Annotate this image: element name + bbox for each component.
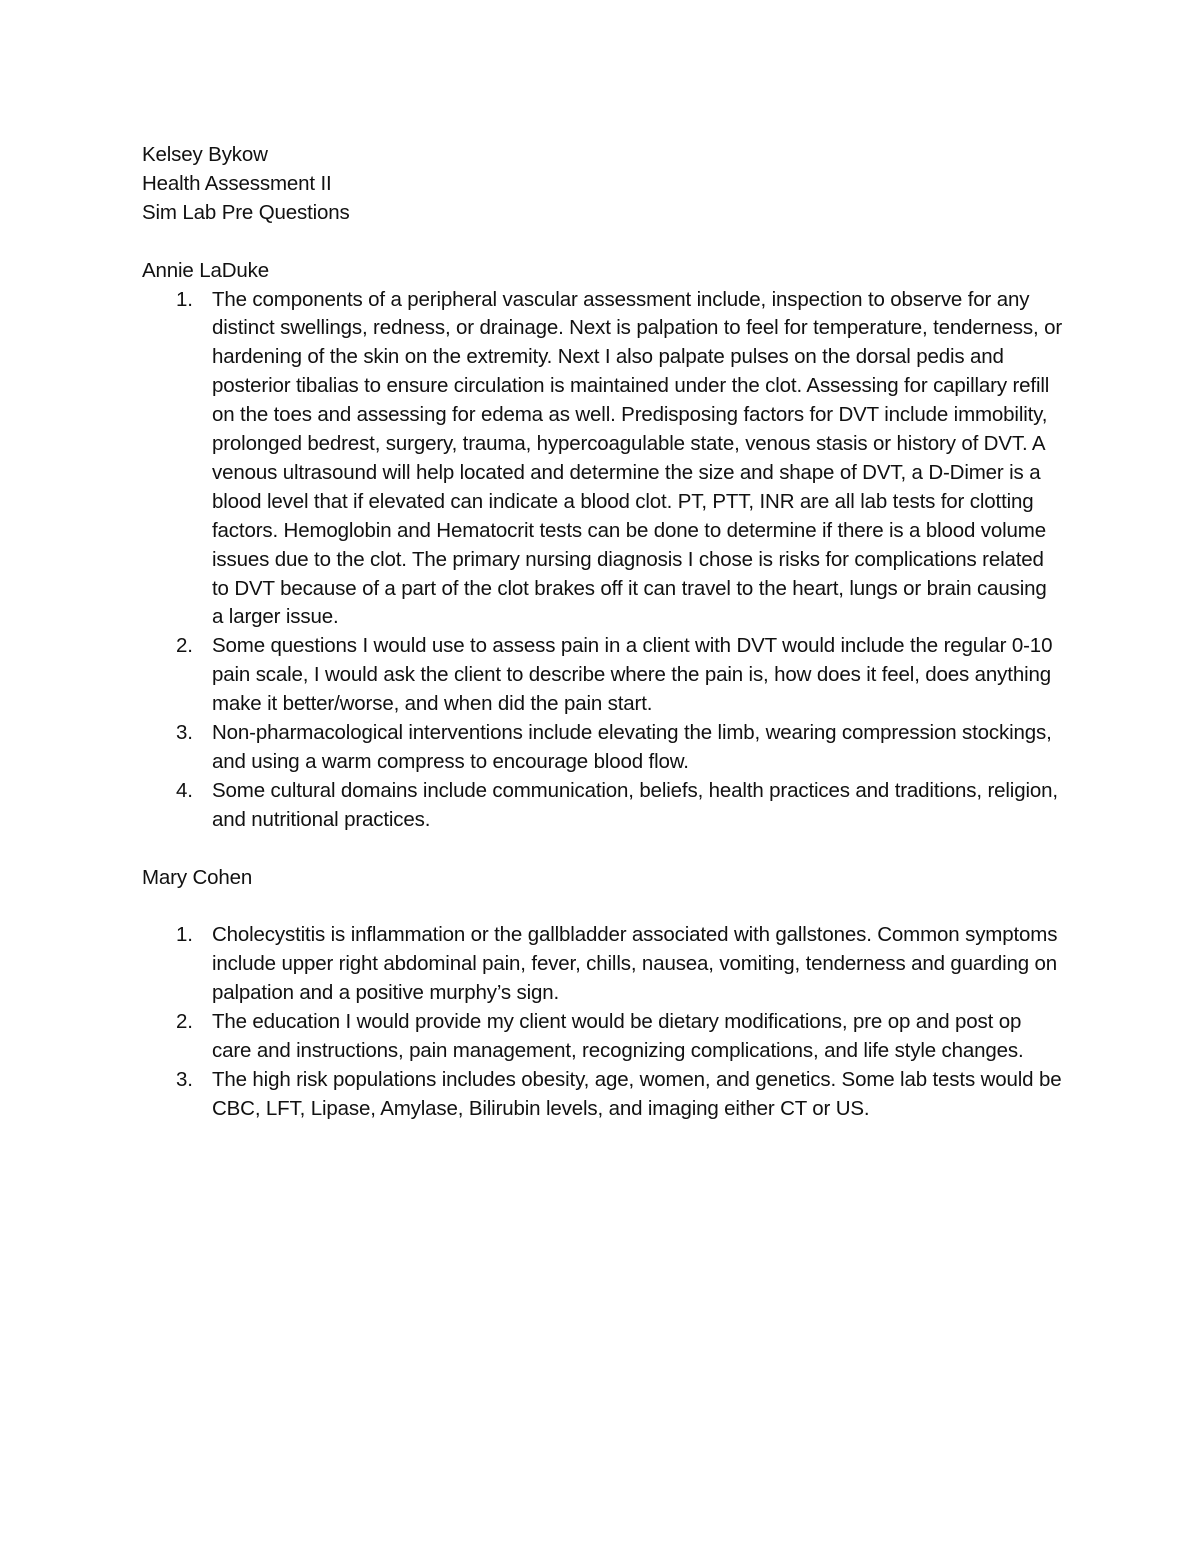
author-name: Kelsey Bykow xyxy=(142,143,268,166)
answer-list-annie-laduke xyxy=(142,286,1062,835)
list-item xyxy=(142,719,1062,777)
list-item-text: Cholecystitis is inflammation or the gallbladder associated with gallstones. Common symptoms include upper right abdominal pain, fever, chills, nausea, vomiting, tenderness and guarding on palpation and a positive murphy’s sign. xyxy=(212,923,1058,1005)
course-title: Health Assessment II xyxy=(142,171,332,195)
section-title-annie-laduke: Annie LaDuke xyxy=(142,258,269,282)
list-item-number: 1. xyxy=(176,287,193,311)
spacer xyxy=(142,835,1062,864)
answer-list-mary-cohen xyxy=(142,921,1062,1123)
list-item-number: 4. xyxy=(176,778,193,802)
list-item xyxy=(142,921,1062,1008)
list-item-number: 2. xyxy=(176,634,193,658)
list-item-number: 3. xyxy=(176,1067,193,1091)
list-item xyxy=(142,1066,1062,1124)
list-item xyxy=(142,286,1062,633)
list-item-text: Non-pharmacological interventions include elevating the limb, wearing compression stockings, and using a warm compress to encourage blood flow. xyxy=(212,721,1052,774)
assignment-title: Sim Lab Pre Questions xyxy=(142,200,350,224)
list-item-text: Some cultural domains include communication, beliefs, health practices and traditions, religion, and nutritional practices. xyxy=(212,778,1058,831)
list-item-text: The high risk populations includes obesity, age, women, and genetics. Some lab tests would be CBC, LFT, Lipase, Amylase, Bilirubin levels, and imaging either CT or US. xyxy=(212,1067,1062,1120)
list-item-text: The education I would provide my client would be dietary modifications, pre op and post op care and instructions, pain management, recognizing complications, and life style changes. xyxy=(212,1010,1024,1063)
list-item xyxy=(142,1008,1062,1066)
list-item-text: Some questions I would use to assess pain in a client with DVT would include the regular 0-10 pain scale, I would ask the client to describe where the pain is, how does it feel, does anything make it better/worse, and when did the pain start. xyxy=(212,634,1053,716)
list-item-number: 3. xyxy=(176,721,193,745)
section-title-mary-cohen: Mary Cohen xyxy=(142,865,253,889)
list-item xyxy=(142,777,1062,835)
list-item xyxy=(142,632,1062,719)
spacer xyxy=(142,228,1062,257)
spacer xyxy=(142,893,1062,922)
list-item-number: 1. xyxy=(176,923,193,947)
list-item-number: 2. xyxy=(176,1010,193,1034)
document-page xyxy=(142,141,1062,1124)
list-item-text: The components of a peripheral vascular assessment include, inspection to observe for any distinct swellings, redness, or drainage. Next is palpation to feel for temperature, tenderness, or hardening of the skin on the extremity. Next I also palpate pulses on the dorsal pedis and posterior tibalias to ensure circulation is maintained under the clot. Assessing for capillary refill on the toes and assessing for edema as well. Predisposing factors for DVT include immobility, prolonged bedrest, surgery, trauma, hypercoagulable state, venous stasis or history of DVT. A venous ultrasound will help located and determine the size and shape of DVT, a D-Dimer is a blood level that if elevated can indicate a blood clot. PT, PTT, INR are all lab tests for clotting factors. Hemoglobin and Hematocrit tests can be done to determine if there is a blood volume issues due to the clot. The primary nursing diagnosis I chose is risks for complications related to DVT because of a part of the clot brakes off it can travel to the heart, lungs or brain causing a larger issue. xyxy=(212,287,1063,629)
